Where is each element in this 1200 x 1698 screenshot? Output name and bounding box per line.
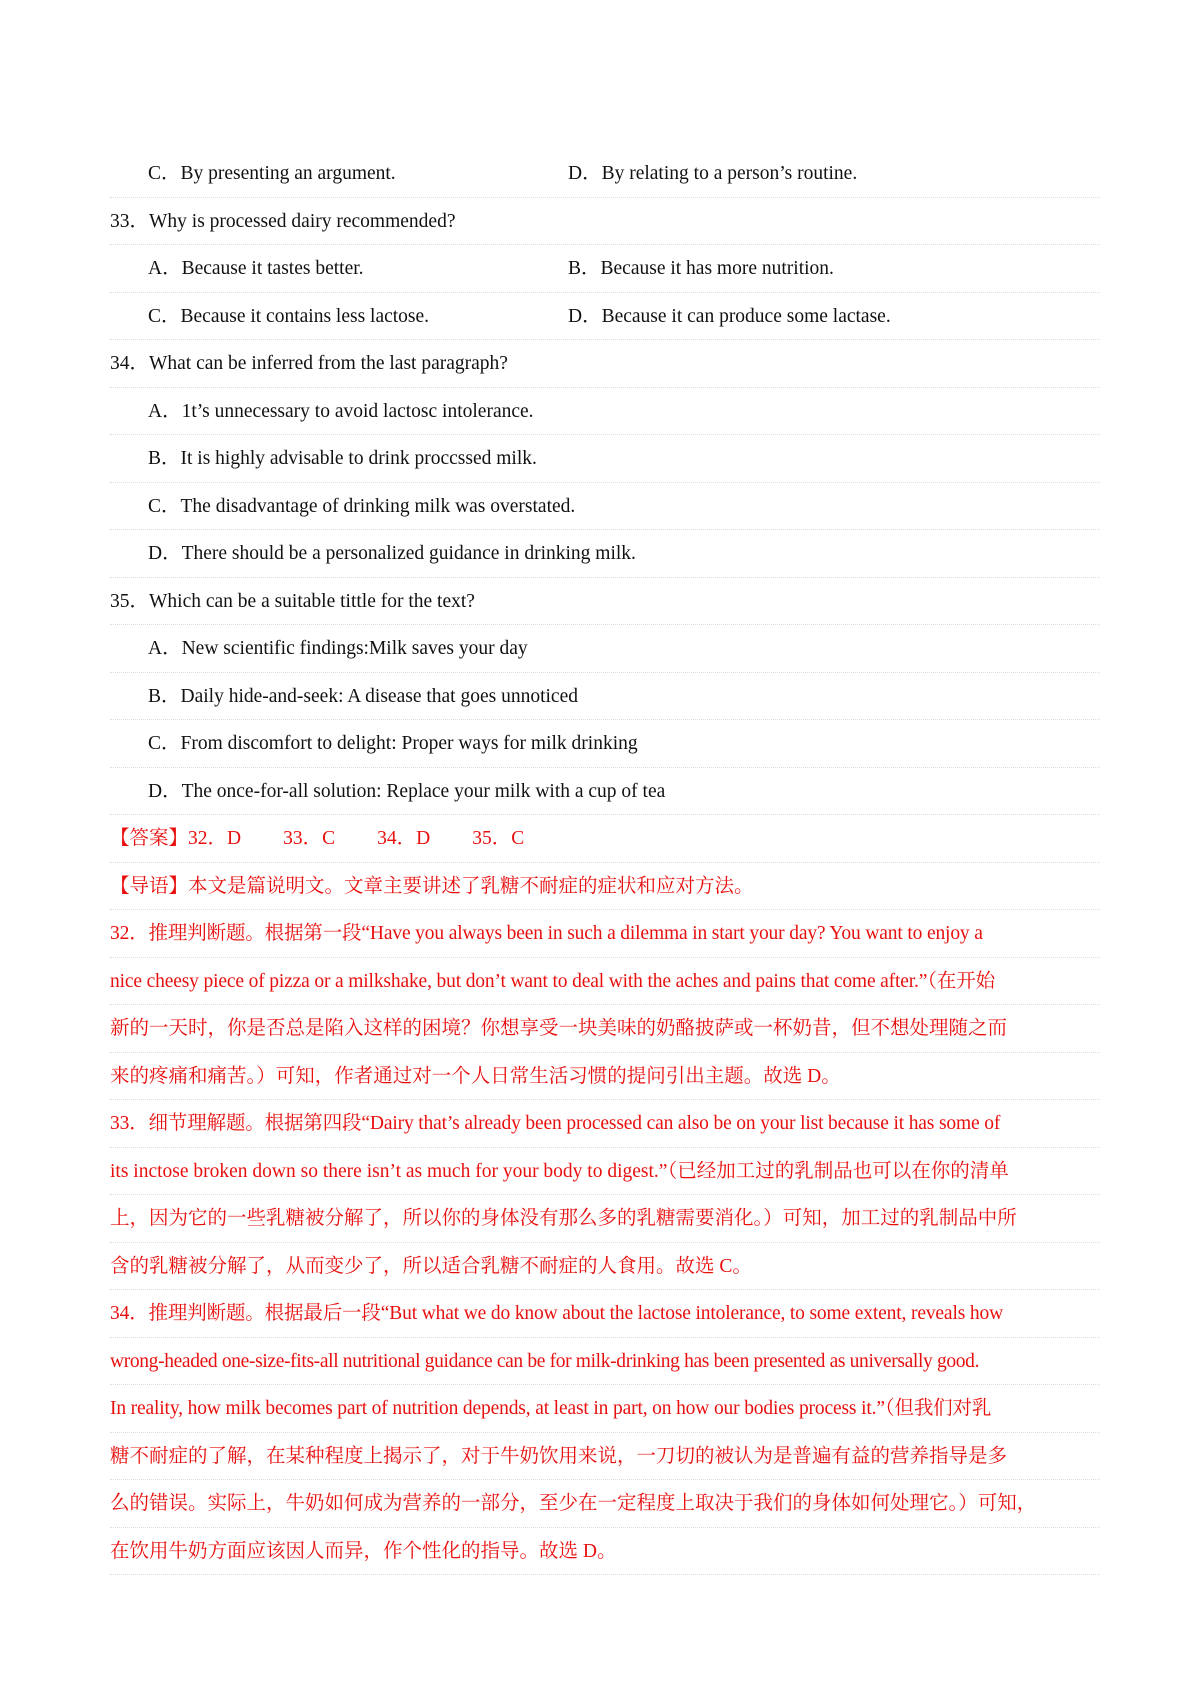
- explanation-32-line: nice cheesy piece of pizza or a milkshake, but don’t want to deal with the aches and pains that come after.”（在开始: [110, 958, 1100, 1006]
- answer-33: 33．C: [283, 828, 336, 849]
- q35-option-d: D．The once-for-all solution: Replace your milk with a cup of tea: [110, 768, 1100, 816]
- explanation-33-line: 上，因为它的一些乳糖被分解了，所以你的身体没有那么多的乳糖需要消化。）可知，加工过的乳制品中所: [110, 1195, 1100, 1243]
- explanation-34-line: 糖不耐症的了解，在某种程度上揭示了，对于牛奶饮用来说，一刀切的被认为是普遍有益的营养指导是多: [110, 1433, 1100, 1481]
- q33-stem: 33．Why is processed dairy recommended?: [110, 198, 1100, 246]
- q33-option-c: C．Because it contains less lactose.: [148, 305, 430, 327]
- q32-option-d: D．By relating to a person’s routine.: [568, 163, 858, 184]
- explanation-33-line: 33．细节理解题。根据第四段“Dairy that’s already been processed can also be on your list because it has some of: [110, 1100, 1100, 1148]
- q34-option-b: B．It is highly advisable to drink proccssed milk.: [110, 435, 1100, 483]
- explanation-34-line: 在饮用牛奶方面应该因人而异，作个性化的指导。故选 D。: [110, 1528, 1100, 1576]
- explanation-32-line: 新的一天时，你是否总是陷入这样的困境？你想享受一块美味的奶酪披萨或一杯奶昔，但不想处理随之而: [110, 1005, 1100, 1053]
- answer-32: 32．D: [188, 828, 242, 849]
- answer-35: 35．C: [472, 828, 525, 849]
- answer-key: [110, 815, 1100, 863]
- q32-options-cd: [110, 150, 1100, 198]
- q32-option-c: C．By presenting an argument.: [148, 163, 396, 184]
- explanation-34-line: wrong-headed one-size-fits-all nutritional guidance can be for milk-drinking has been presented as universally good.: [110, 1338, 1100, 1386]
- q33-option-d: D．Because it can produce some lactase.: [568, 305, 891, 327]
- document-page: [110, 150, 1100, 1575]
- explanation-34-line: 34．推理判断题。根据最后一段“But what we do know about the lactose intolerance, to some extent, reveals how: [110, 1290, 1100, 1338]
- q35-stem: 35．Which can be a suitable tittle for the text?: [110, 578, 1100, 626]
- answer-34: 34．D: [377, 828, 431, 849]
- explanation-33-line: its inctose broken down so there isn’t as much for your body to digest.”（已经加工过的乳制品也可以在你的清单: [110, 1148, 1100, 1196]
- q35-option-c: C．From discomfort to delight: Proper ways for milk drinking: [110, 720, 1100, 768]
- q33-options-ab: [110, 245, 1100, 293]
- answer-label: 【答案】: [110, 828, 189, 849]
- q33-option-b: B．Because it has more nutrition.: [568, 258, 834, 279]
- q35-option-b: B．Daily hide-and-seek: A disease that goes unnoticed: [110, 673, 1100, 721]
- q34-option-c: C．The disadvantage of drinking milk was overstated.: [110, 483, 1100, 531]
- q34-stem: 34．What can be inferred from the last paragraph?: [110, 340, 1100, 388]
- explanation-32-line: 32．推理判断题。根据第一段“Have you always been in such a dilemma in start your day? You want to enjoy a: [110, 910, 1100, 958]
- q33-option-a: A．Because it tastes better.: [148, 258, 364, 279]
- explanation-34-line: 么的错误。实际上，牛奶如何成为营养的一部分，至少在一定程度上取决于我们的身体如何处理它。）可知，: [110, 1480, 1100, 1528]
- guide-text: 【导语】本文是篇说明文。文章主要讲述了乳糖不耐症的症状和应对方法。: [110, 863, 1100, 911]
- q34-option-a: A．1t’s unnecessary to avoid lactosc intolerance.: [110, 388, 1100, 436]
- explanation-32-line: 来的疼痛和痛苦。）可知，作者通过对一个人日常生活习惯的提问引出主题。故选 D。: [110, 1053, 1100, 1101]
- q33-options-cd: [110, 293, 1100, 341]
- q35-option-a: A．New scientific findings:Milk saves your day: [110, 625, 1100, 673]
- explanation-33-line: 含的乳糖被分解了，从而变少了，所以适合乳糖不耐症的人食用。故选 C。: [110, 1243, 1100, 1291]
- q34-option-d: D．There should be a personalized guidance in drinking milk.: [110, 530, 1100, 578]
- explanation-34-line: In reality, how milk becomes part of nutrition depends, at least in part, on how our bodies process it.”（但我们对乳: [110, 1385, 1100, 1433]
